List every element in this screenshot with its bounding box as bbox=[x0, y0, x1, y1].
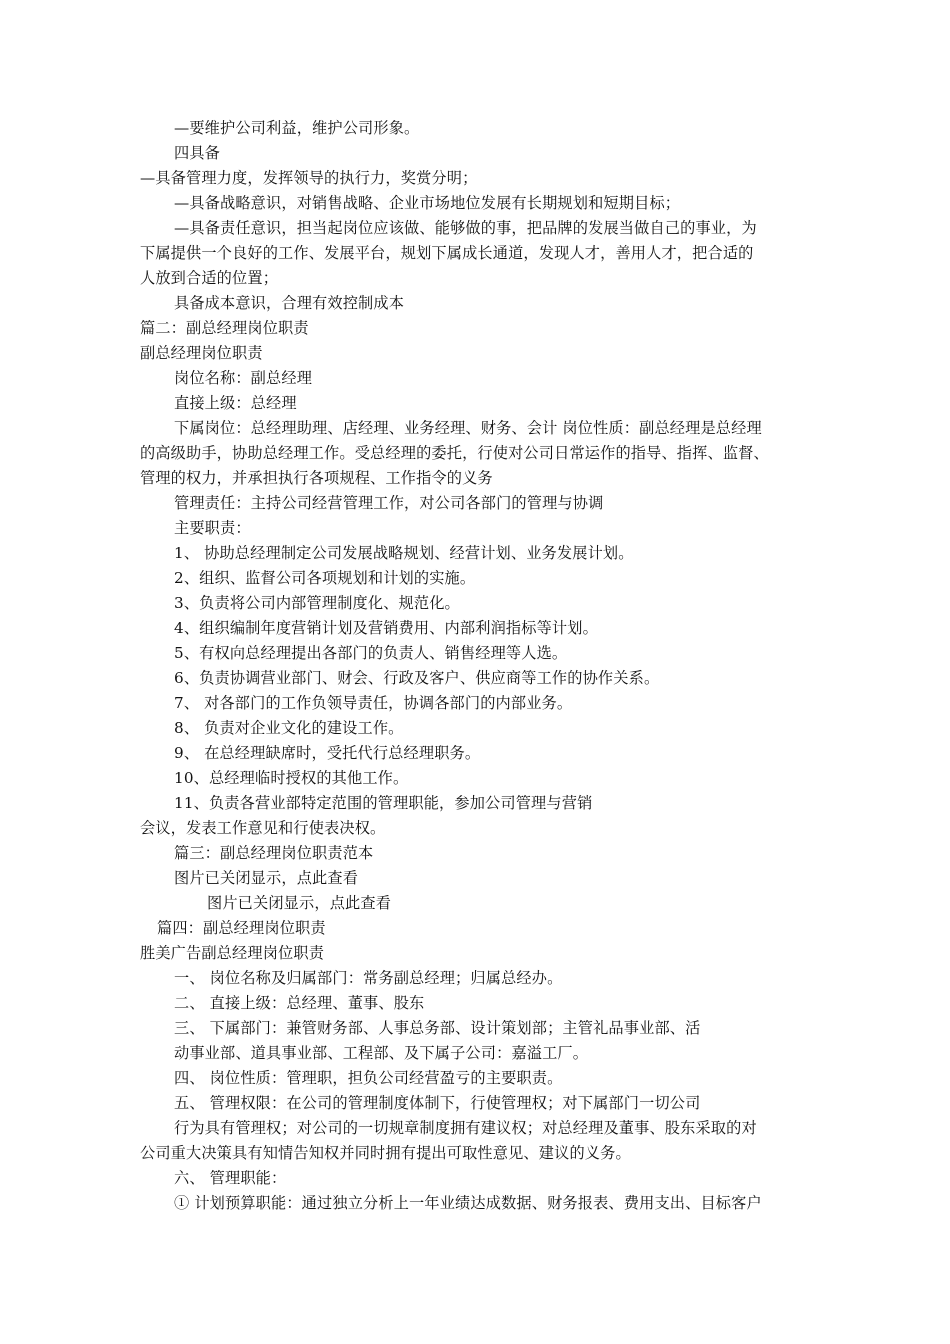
text-line: 下属提供一个良好的工作、发展平台，规划下属成长通道，发现人才，善用人才，把合适的 bbox=[140, 244, 754, 262]
list-item: 一、 岗位名称及归属部门：常务副总经理；归属总经办。 bbox=[174, 969, 563, 987]
list-item: 3、负责将公司内部管理制度化、规范化。 bbox=[174, 594, 460, 612]
list-item: 五、 管理权限：在公司的管理制度体制下，行使管理权；对下属部门一切公司 bbox=[174, 1094, 701, 1112]
text-line: 直接上级：总经理 bbox=[174, 394, 297, 412]
chapter-heading: 篇三：副总经理岗位职责范本 bbox=[174, 844, 374, 862]
text-line: 具备成本意识，合理有效控制成本 bbox=[174, 294, 405, 312]
list-item: 三、 下属部门：兼管财务部、人事总务部、设计策划部；主管礼品事业部、活 bbox=[174, 1019, 701, 1037]
text-line: 管理责任：主持公司经营管理工作，对公司各部门的管理与协调 bbox=[174, 494, 604, 512]
text-line: 的高级助手，协助总经理工作。受总经理的委托，行使对公司日常运作的指导、指挥、监督、 bbox=[140, 444, 769, 462]
list-item: 9、 在总经理缺席时，受托代行总经理职务。 bbox=[174, 744, 481, 762]
text-line: —具备责任意识，担当起岗位应该做、能够做的事，把品牌的发展当做自己的事业，为 bbox=[174, 219, 757, 237]
section-title: 胜美广告副总经理岗位职责 bbox=[140, 944, 325, 962]
text-line: 下属岗位：总经理助理、店经理、业务经理、财务、会计 岗位性质：副总经理是总经理 bbox=[174, 419, 762, 437]
list-item: 四、 岗位性质：管理职，担负公司经营盈亏的主要职责。 bbox=[174, 1069, 563, 1087]
image-placeholder-link[interactable]: 图片已关闭显示，点此查看 bbox=[207, 894, 392, 912]
text-line: 会议，发表工作意见和行使表决权。 bbox=[140, 819, 386, 837]
text-line: 岗位名称：副总经理 bbox=[174, 369, 313, 387]
list-item: 二、 直接上级：总经理、董事、股东 bbox=[174, 994, 425, 1012]
section-title: 副总经理岗位职责 bbox=[140, 344, 263, 362]
text-line: 管理的权力，并承担执行各项规程、工作指令的义务 bbox=[140, 469, 493, 487]
text-line: 主要职责： bbox=[174, 519, 251, 537]
image-placeholder-link[interactable]: 图片已关闭显示，点此查看 bbox=[174, 869, 359, 887]
text-line: —具备战略意识，对销售战略、企业市场地位发展有长期规划和短期目标； bbox=[174, 194, 681, 212]
text-line: 人放到合适的位置； bbox=[140, 269, 279, 287]
list-item: 10、总经理临时授权的其他工作。 bbox=[174, 769, 409, 787]
list-item: 5、有权向总经理提出各部门的负责人、销售经理等人选。 bbox=[174, 644, 568, 662]
list-item: 1、 协助总经理制定公司发展战略规划、经营计划、业务发展计划。 bbox=[174, 544, 634, 562]
text-line: 动事业部、道具事业部、工程部、及下属子公司：嘉溢工厂。 bbox=[174, 1044, 589, 1062]
list-item: 4、组织编制年度营销计划及营销费用、内部利润指标等计划。 bbox=[174, 619, 598, 637]
text-line: —具备管理力度，发挥领导的执行力，奖赏分明； bbox=[140, 169, 478, 187]
chapter-heading: 篇二：副总经理岗位职责 bbox=[140, 319, 309, 337]
text-line: 行为具有管理权；对公司的一切规章制度拥有建议权；对总经理及董事、股东采取的对 bbox=[174, 1119, 757, 1137]
list-item: 2、组织、监督公司各项规划和计划的实施。 bbox=[174, 569, 476, 587]
text-line: 公司重大决策具有知情告知权并同时拥有提出可取性意见、建议的义务。 bbox=[140, 1144, 631, 1162]
section-heading: 四具备 bbox=[174, 144, 221, 162]
list-item: 6、负责协调营业部门、财会、行政及客户、供应商等工作的协作关系。 bbox=[174, 669, 660, 687]
list-item: 六、 管理职能： bbox=[174, 1169, 287, 1187]
text-line: —要维护公司利益，维护公司形象。 bbox=[174, 119, 420, 137]
list-item: ① 计划预算职能：通过独立分析上一年业绩达成数据、财务报表、费用支出、目标客户 bbox=[174, 1194, 762, 1212]
chapter-heading: 篇四：副总经理岗位职责 bbox=[157, 919, 326, 937]
list-item: 7、 对各部门的工作负领导责任，协调各部门的内部业务。 bbox=[174, 694, 573, 712]
list-item: 11、负责各营业部特定范围的管理职能，参加公司管理与营销 bbox=[174, 794, 593, 812]
list-item: 8、 负责对企业文化的建设工作。 bbox=[174, 719, 404, 737]
